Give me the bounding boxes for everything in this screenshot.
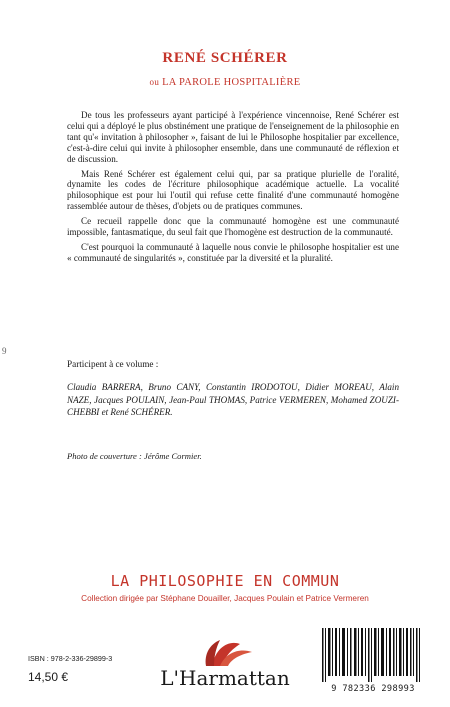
isbn: ISBN : 978-2-336-29899-3 bbox=[28, 654, 113, 663]
blurb-paragraph-1: De tous les professeurs ayant participé à l'expérience vincennoise, René Schérer est celui qui a déployé le plus obstinément une pratique de l'enseignement de la philosophie en tant qu'« invitation à philosopher », faisant de lui le Philosophe hospitalier par excellence, c'est-à-dire celui qui invite à philosopher ensemble, dans une communauté de réflexion et de discussion. bbox=[67, 110, 399, 164]
publisher-logo bbox=[160, 636, 290, 694]
book-subtitle bbox=[0, 77, 450, 88]
contributors-heading: Participent à ce volume : bbox=[67, 359, 159, 369]
price: 14,50 € bbox=[28, 670, 69, 684]
contributors-list: Claudia BARRERA, Bruno CANY, Constantin IRODOTOU, Didier MOREAU, Alain NAZE, Jacques POULAIN, Jean-Paul THOMAS, Patrice VERMEREN, Mohamed ZOUZI-CHEBBI et René SCHÉRER. bbox=[67, 382, 399, 417]
book-title: RENÉ SCHÉRER bbox=[162, 50, 288, 66]
collection-name: LA PHILOSOPHIE EN COMMUN bbox=[110, 572, 340, 590]
subtitle-prefix: ou bbox=[149, 77, 160, 87]
collection-editors: Collection dirigée par Stéphane Douailler, Jacques Poulain et Patrice Vermeren bbox=[81, 594, 369, 603]
barcode-number: 9 782336 298993 bbox=[331, 684, 415, 694]
subtitle-text: LA PAROLE HOSPITALIÈRE bbox=[162, 77, 301, 88]
edge-mark: 9 bbox=[2, 346, 7, 356]
back-cover-blurb bbox=[67, 110, 399, 268]
publisher-name: L'Harmattan bbox=[160, 666, 290, 690]
isbn-barcode bbox=[318, 628, 428, 694]
photo-credit: Photo de couverture : Jérôme Cormier. bbox=[67, 451, 202, 461]
blurb-paragraph-3: Ce recueil rappelle donc que la communauté homogène est une communauté impossible, fantasmatique, du seul fait que l'homogène est destruction de la communauté. bbox=[67, 216, 399, 238]
barcode-bars-icon bbox=[318, 628, 428, 682]
blurb-paragraph-4: C'est pourquoi la communauté à laquelle nous convie le philosophe hospitalier est une « communauté de singularités », constituée par la diversité et la pluralité. bbox=[67, 241, 399, 263]
blurb-paragraph-2: Mais René Schérer est également celui qui, par sa pratique plurielle de l'oralité, dynamite les codes de l'écriture philosophique académique actuelle. La vocalité philosophique est pour lui l'outil qui refuse cette finalité d'une communauté homogène rassemblée autour de thèses, d'objets ou de pratiques communes. bbox=[67, 168, 399, 212]
